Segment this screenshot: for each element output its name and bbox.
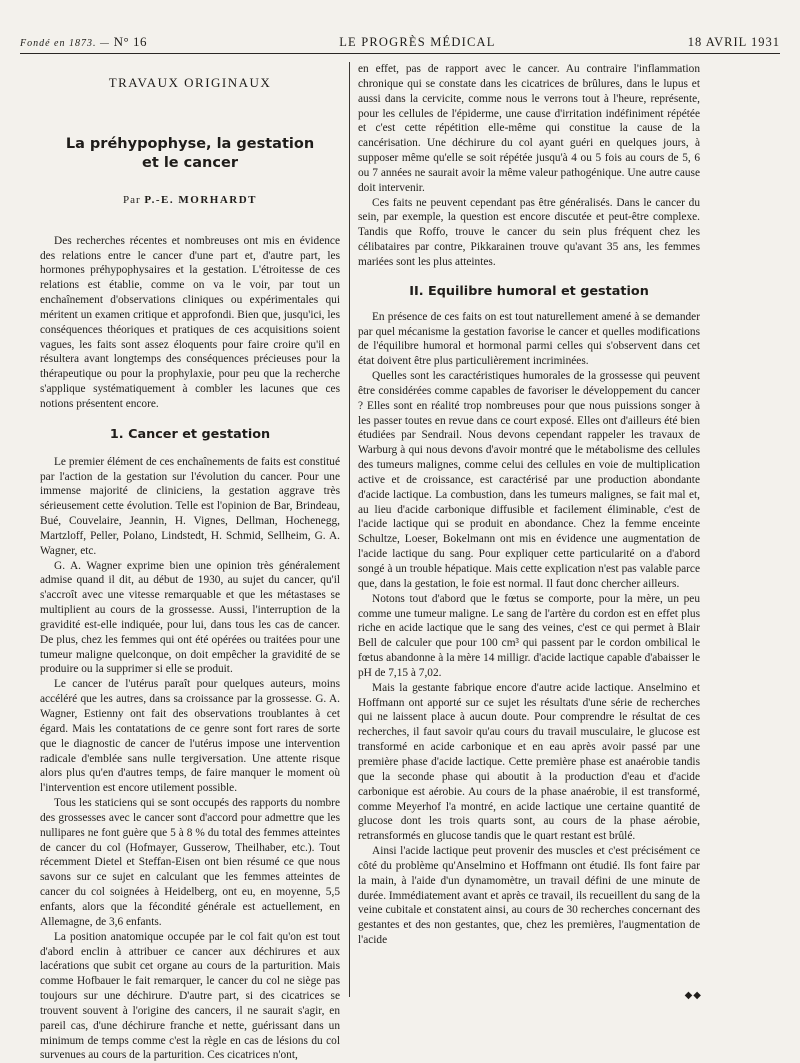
left-column xyxy=(40,62,340,1062)
section-heading-1: 1. Cancer et gestation xyxy=(109,426,271,442)
masthead-left xyxy=(20,34,147,50)
author-line xyxy=(40,193,340,208)
right-column xyxy=(358,62,700,1009)
author-prefix: Par xyxy=(123,193,141,206)
issue-date: 18 AVRIL 1931 xyxy=(687,35,780,49)
section-label: TRAVAUX ORIGINAUX xyxy=(108,75,272,90)
founded-note: Fondé en 1873. — xyxy=(20,38,110,49)
paragraph: En présence de ces faits on est tout naturellement amené à se demander par quel mécanisme la gestation favorise le cancer et quelles modifications de l'équilibre humoral et hormonal parmi celles qui s'observent dans cet état doivent être plus particulièrement incriminées. xyxy=(358,310,700,368)
journal-name: LE PROGRÈS MÉDICAL xyxy=(339,35,496,49)
section-heading-2: II. Equilibre humoral et gestation xyxy=(409,283,649,299)
paragraph: Ainsi l'acide lactique peut provenir des muscles et c'est précisément ce côté du problème qu'Anselmino et Hoffmann ont étudié. Ils font faire par la main, à l'aide d'un dynamomètre, un travail défini de une minute de durée. Immédiatement avant et après ce travail, ils recueillent du sang de la veine cubitale et constatent ainsi, au cours de 30 recherches concernant des gestantes et des non gestantes, que, chez les premières, l'augmentation de l'acide xyxy=(358,845,700,947)
author-name: P.-E. MORHARDT xyxy=(144,193,257,206)
paragraph: La position anatomique occupée par le col fait qu'on est tout d'abord enclin à attribuer ce cancer aux déchirures et aux lacérations que subit cet organe au cours de la parturition. Mais comme Hofbauer le fait remarquer, le cancer du col ne siège pas toujours sur une déchirure. D'autre part, si des cicatrices se trouvent souvent à l'origine des cancers, il ne saurait s'agir, en pareil cas, d'une déchirure franche et nette, guérissant dans un minimum de temps comme c'est la règle en cas de lésions du col survenues au cours de la parturition. Ces cicatrices n'ont, xyxy=(40,930,340,1062)
article-title xyxy=(40,135,340,173)
paragraph: Le cancer de l'utérus paraît pour quelques auteurs, moins accéléré que les autres, dans sa croissance par la grossesse. G. A. Wagner, Estienny ont fait des observations troublantes à cet égard. Mais les contatations de ce genre sont fort rares de sorte que le diagnostic de cancer de l'utérus impose une intervention radicale d'emblée sans nulle tergiversation. Une attente risque alors plus qu'en d'autres temps, de faire manquer le moment où l'intervention est encore utilement possible. xyxy=(40,678,340,795)
issue-number: N° 16 xyxy=(113,34,147,49)
paragraph: Tous les staticiens qui se sont occupés des rapports du nombre des grossesses avec le cancer sont d'accord pour admettre que les nullipares ne font guère que 5 à 8 % du total des femmes atteintes de cancer du col (Hofmayer, Gusserow, Theilhaber, etc.). Tout récemment Dietel et Steffan-Eisen ont bien résumé ce que nous savons sur ce sujet en calculant que les femmes atteintes de cancer du col soignées à Heidelberg, ont eu, en moyenne, 5,5 enfants, alors que la fécondité générale est actuellement, en Allemagne, de 3,6 enfants. xyxy=(40,797,340,928)
continuation-mark: ◆◆ xyxy=(684,990,702,1001)
column-divider xyxy=(349,62,350,997)
title-line-1: La préhypophyse, la gestation xyxy=(65,135,315,152)
paragraph: Mais la gestante fabrique encore d'autre acide lactique. Anselmino et Hoffmann ont apporté sur ce sujet les résultats d'une série de recherches qui ne laissent place à aucun doute. Pour comprendre le résultat de ces recherches, il faut savoir qu'au cours du travail musculaire, le glucose est transformé en acide carbonique et en eau après avoir passé par une première phase d'acide lactique. Cette première phase est anaérobie tandis que la seconde phase qui aboutit à la production d'eau et d'acide carbonique est aérobie. Au cours de la phase anaérobie, il est transformé, comme Meyerhof l'a montré, en acide lactique une certaine quantité de glucose dont les trois quarts sont, au cours de la phase aérobie, retransformés en glucose tandis que le quart restant est brûlé. xyxy=(358,681,700,843)
running-head xyxy=(20,28,780,54)
paragraph: Le premier élément de ces enchaînements de faits est constitué par l'action de la gestation sur l'évolution du cancer. Pour une immense majorité de cliniciens, la gestation aggrave très sérieusement cette évolution. Telle est l'opinion de Bar, Brindeau, Bué, Couvelaire, Jeannin, H. Vignes, Dellman, Hochenegg, Martzloff, Peller, Polano, Lindstedt, H. Schmid, Sellheim, G. A. Wagner, etc. xyxy=(40,455,340,557)
intro-paragraph: Des recherches récentes et nombreuses ont mis en évidence des relations entre le cancer d'une part et, d'autre part, les hormones préhypophysaires et la gestation. L'étroitesse de ces relations est établie, comme on va le voir, par tout un enchaînement d'observations cliniques ou expérimentales qui méritent un examen critique et approfondi. Bien que, jusqu'ici, les conséquences théoriques et pratiques de ces acquisitions soient vagues, les faits sont assez éloquents pour faire croire qu'il en résultera avant longtemps des conséquences précieuses pour la thérapeutique ou pour la prophylaxie, pour peu que la recherche s'applique systématiquement à combler les lacunes que ces notions présentent encore. xyxy=(40,234,340,410)
paragraph: G. A. Wagner exprime bien une opinion très généralement admise quand il dit, au début de 1930, au sujet du cancer, qu'il s'accroît avec une vitesse remarquable et que les métastases se multiplient au cours de la grossesse. Aussi, l'interruption de la gravidité est-elle indiquée, pour lui, dans tous les cas de cancer. De plus, chez les femmes qui ont été opérées ou traitées pour une tumeur maligne quelconque, on doit empêcher la gravidité de se produire ou la supprimer si elle se produit. xyxy=(40,559,340,676)
paragraph: Ces faits ne peuvent cependant pas être généralisés. Dans le cancer du sein, par exemple, la question est encore discutée et peut-être complexe. Tandis que Roffo, trouve le cancer du sein plus fréquent chez les célibataires par contre, Pikkarainen trouve qu'avant 35 ans, les femmes mariées sont les plus atteintes. xyxy=(358,196,700,268)
paragraph: Quelles sont les caractéristiques humorales de la grossesse qui peuvent être considérées comme capables de favoriser le développement du cancer ? Elles sont en réalité trop nombreuses pour que nous puissions songer à les passer toutes en revue dans ce court exposé. Elles ont d'ailleurs été bien étudiées par Sendrail. Nous devons cependant rappeler les travaux de Warburg à qui nous devons d'avoir montré que le métabolisme des cellules des tumeurs malignes, comme celui des cellules en voie de multiplication active et de croissance, est caractérisé par une production abondante d'acide lactique. La combustion, dans les tumeurs malignes, se fait mal et, au lieu d'acide carbonique diffusible et facilement éliminable, c'est de l'acide lactique qui se produit en abondance. Chez la femme enceinte Schultze, Loeser, Bokelmann ont mis en évidence une augmentation de l'acide lactique du sang. Pour expliquer cette particularité on a d'abord songé à un trouble hépatique. Mais cette explication n'est pas valable parce que, dans la gestation, le foie est normal. Il faut donc chercher ailleurs. xyxy=(358,370,700,590)
title-line-2: et le cancer xyxy=(142,154,238,171)
paragraph: Notons tout d'abord que le fœtus se comporte, pour la mère, un peu comme une tumeur maligne. Le sang de l'artère du cordon est en effet plus riche en acide lactique que le sang des veines, c'est ce qui permet à Blair Bell de calculer que pour 100 cm³ qui passent par le cordon ombilical le fœtus abandonne à la mère 14 milligr. d'acide lactique capable d'abaisser le pH de 7,15 à 7,02. xyxy=(358,592,700,679)
paragraph-continued: en effet, pas de rapport avec le cancer. Au contraire l'inflammation chronique qui se constate dans les cicatrices de brûlures, dans le lupus et aussi dans la cervicite, comme nous le verrons tout à l'heure, représente, pour les cellules de l'épiderme, une cause d'irritation indéfiniment répétée et c'est cette répétition elle-même qui constitue la cause de la cancérisation. Une déchirure du col ayant guéri en quelques jours, à supposer même qu'elle se soit répétée jusqu'à 4 ou 5 fois au cours de 5, 6 ou 7 années ne saurait avoir la même valeur pathogénique. Une autre cause doit intervenir. xyxy=(358,63,700,194)
